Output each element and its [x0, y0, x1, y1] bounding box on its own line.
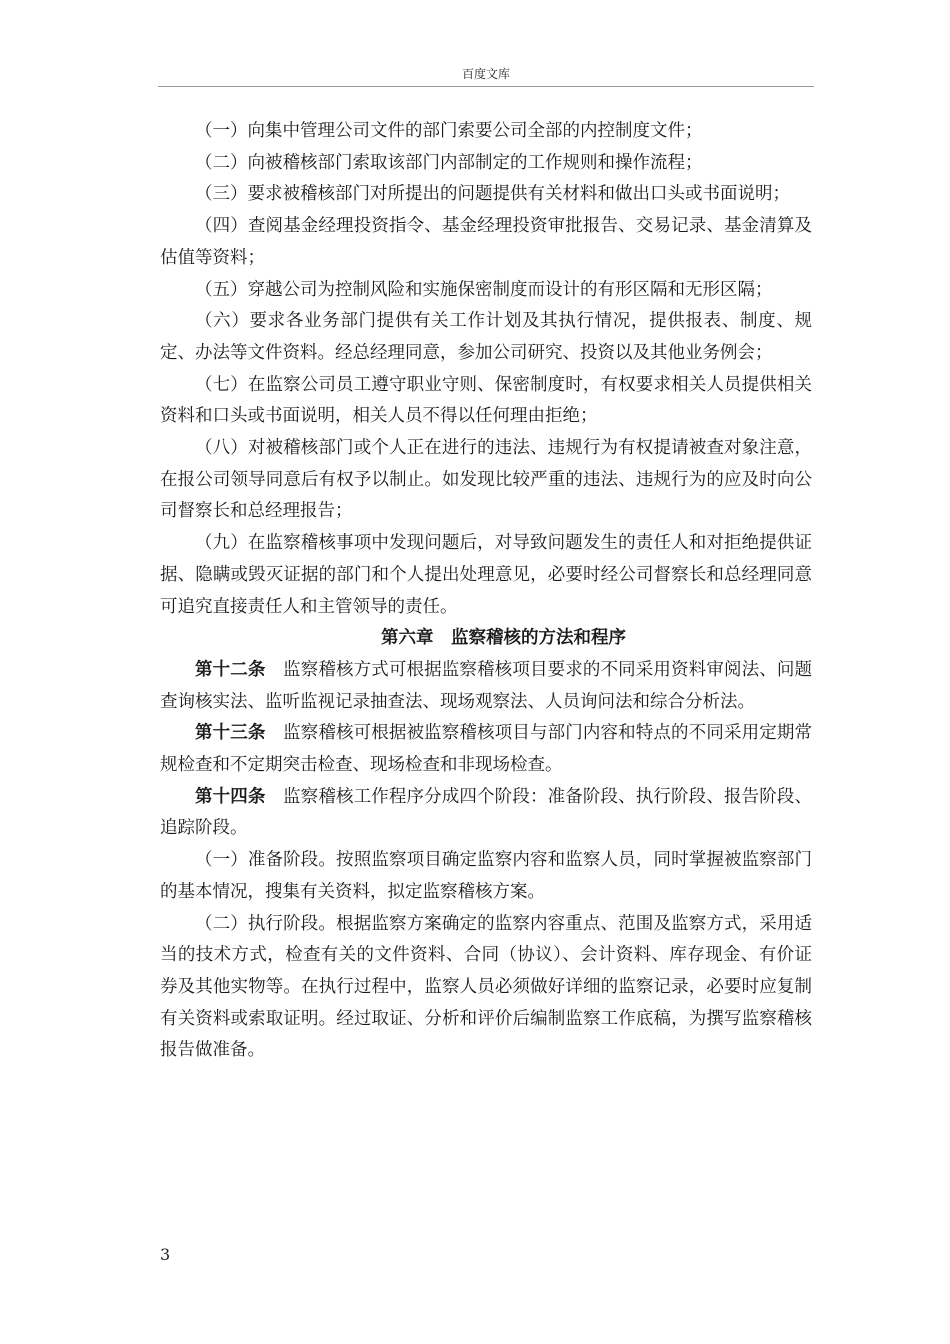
article-13 [160, 718, 812, 781]
rights-item-8: （八）对被稽核部门或个人正在进行的违法、违规行为有权提请被查对象注意，在报公司领导同意后有权予以制止。如发现比较严重的违法、违规行为的应及时向公司督察长和总经理报告； [160, 438, 812, 522]
chapter-title: 监察稽核的方法和程序 [451, 628, 626, 649]
rights-item-6: （六）要求各业务部门提供有关工作计划及其执行情况，提供报表、制度、规定、办法等文件资料。经总经理同意，参加公司研究、投资以及其他业务例会； [160, 311, 812, 363]
article-14-text: 监察稽核工作程序分成四个阶段：准备阶段、执行阶段、报告阶段、追踪阶段。 [160, 786, 812, 839]
stage-item-2: （二）执行阶段。根据监察方案确定的监察内容重点、范围及监察方式，采用适当的技术方式，检查有关的文件资料、合同（协议）、会计资料、库存现金、有价证券及其他实物等。在执行过程中，监察人员必须做好详细的监察记录，必要时应复制有关资料或索取证明。经过取证、分析和评价后编制监察工作底稿，为撰写监察稽核报告做准备。 [160, 913, 812, 1061]
page-header [158, 66, 814, 87]
rights-item-4: （四）查阅基金经理投资指令、基金经理投资审批报告、交易记录、基金清算及估值等资料； [160, 216, 812, 268]
document-body [160, 116, 812, 1067]
rights-item-5: （五）穿越公司为控制风险和实施保密制度而设计的有形区隔和无形区隔； [195, 279, 773, 300]
article-14-label: 第十四条 [195, 786, 266, 807]
rights-item-9: （九）在监察稽核事项中发现问题后，对导致问题发生的责任人和对拒绝提供证据、隐瞒或毁灭证据的部门和个人提出处理意见，必要时经公司督察长和总经理同意可追究直接责任人和主管领导的责任。 [160, 533, 812, 617]
rights-item-3: （三）要求被稽核部门对所提出的问题提供有关材料和做出口头或书面说明； [195, 184, 790, 205]
article-14 [160, 782, 812, 845]
page-number: 3 [160, 1245, 171, 1264]
article-12 [160, 655, 812, 718]
stage-item-1: （一）准备阶段。按照监察项目确定监察内容和监察人员，同时掌握被监察部门的基本情况，搜集有关资料，拟定监察稽核方案。 [160, 850, 812, 902]
rights-item-7: （七）在监察公司员工遵守职业守则、保密制度时，有权要求相关人员提供相关资料和口头或书面说明，相关人员不得以任何理由拒绝； [160, 374, 812, 427]
header-title: 百度文库 [461, 67, 510, 81]
article-12-label: 第十二条 [195, 659, 266, 680]
rights-item-2: （二）向被稽核部门索取该部门内部制定的工作规则和操作流程； [195, 152, 703, 173]
article-13-text: 监察稽核可根据被监察稽核项目与部门内容和特点的不同采用定期常规检查和不定期突击检查、现场检查和非现场检查。 [160, 723, 812, 776]
chapter-heading [160, 623, 812, 655]
article-13-label: 第十三条 [195, 723, 266, 744]
chapter-number: 第六章 [381, 628, 434, 649]
article-12-text: 监察稽核方式可根据监察稽核项目要求的不同采用资料审阅法、问题查询核实法、监听监视记录抽查法、现场观察法、人员询问法和综合分析法。 [160, 659, 812, 712]
rights-item-1: （一）向集中管理公司文件的部门索要公司全部的内控制度文件； [195, 121, 703, 141]
